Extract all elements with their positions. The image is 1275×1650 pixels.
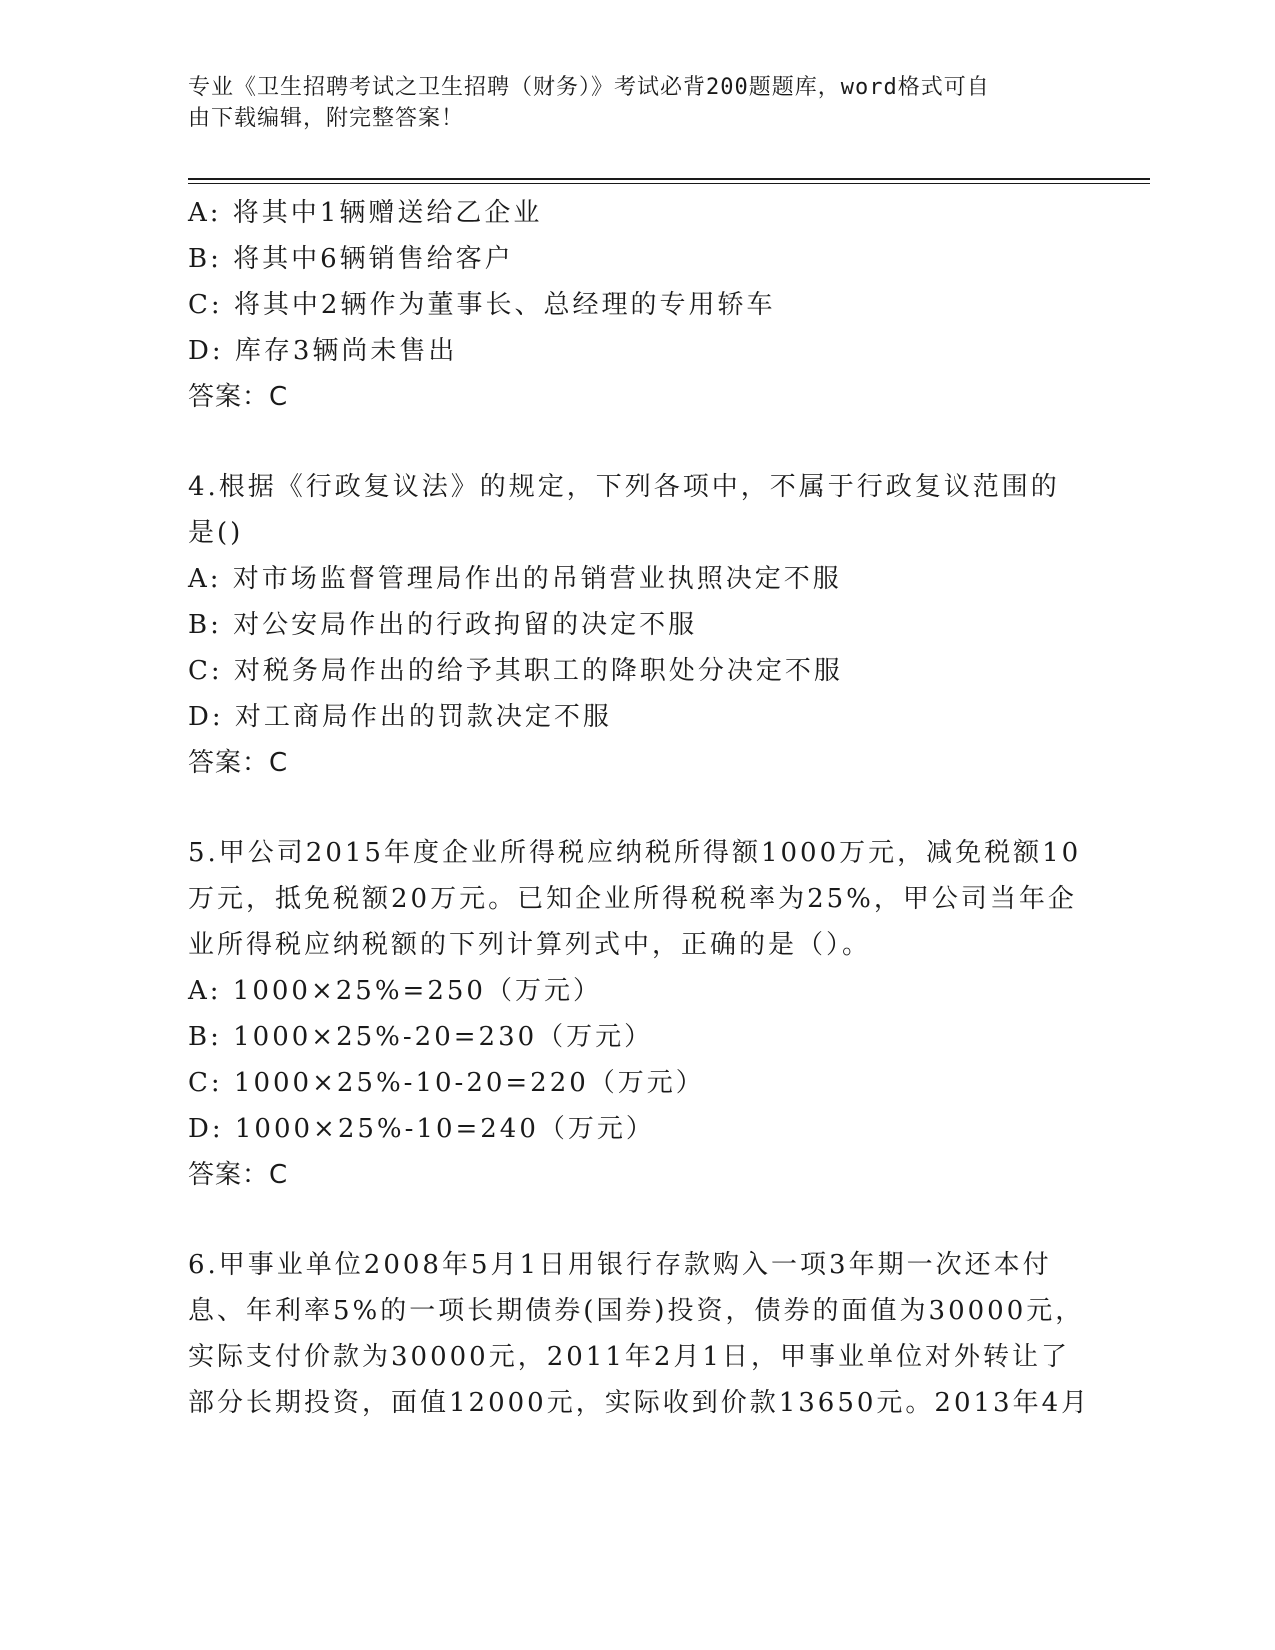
question-stem-line: 实际支付价款为30000元，2011年2月1日，甲事业单位对外转让了 [188,1342,1070,1372]
option-b: B: 将其中6辆销售给客户 [188,244,514,274]
spacer [188,420,1068,464]
spacer [188,1198,1068,1242]
spacer [188,786,1068,830]
option-d: D: 1000×25%-10=240（万元） [188,1114,655,1144]
answer: 答案：C [188,1160,289,1190]
question-stem-line: 业所得税应纳税额的下列计算列式中，正确的是（）。 [188,930,872,960]
question-stem-line: 4.根据《行政复议法》的规定，下列各项中，不属于行政复议范围的 [188,472,1060,502]
answer: 答案：C [188,382,289,412]
question-stem-line: 5.甲公司2015年度企业所得税应纳税所得额1000万元，减免税额10 [188,838,1082,868]
answer: 答案：C [188,748,289,778]
option-d: D: 库存3辆尚未售出 [188,336,458,366]
question-5 [188,830,1082,1198]
option-c: C: 将其中2辆作为董事长、总经理的专用轿车 [188,290,776,320]
header-line-1: 专业《卫生招聘考试之卫生招聘（财务）》考试必背200题题库，word格式可自 [188,75,990,100]
option-c: C: 对税务局作出的给予其职工的降职处分决定不服 [188,656,843,686]
option-d: D: 对工商局作出的罚款决定不服 [188,702,612,732]
question-6 [188,1242,1091,1426]
question-4 [188,464,1068,786]
option-a: A: 将其中1辆赠送给乙企业 [188,198,543,228]
question-3 [188,190,1068,420]
question-stem-line: 是() [188,518,244,548]
header-rule-thick [188,178,1150,180]
option-b: B: 对公安局作出的行政拘留的决定不服 [188,610,698,640]
option-a: A: 对市场监督管理局作出的吊销营业执照决定不服 [188,564,842,594]
question-stem-line: 6.甲事业单位2008年5月1日用银行存款购入一项3年期一次还本付 [188,1250,1052,1280]
question-stem-line: 万元，抵免税额20万元。已知企业所得税税率为25%，甲公司当年企 [188,884,1077,914]
question-stem-line: 息、年利率5%的一项长期债券(国券)投资，债券的面值为30000元， [188,1296,1085,1326]
document-header [188,72,1068,134]
option-c: C: 1000×25%-10-20=220（万元） [188,1068,705,1098]
option-a: A: 1000×25%=250（万元） [188,976,602,1006]
header-rule-thin [188,183,1150,184]
question-stem-line: 部分长期投资，面值12000元，实际收到价款13650元。2013年4月 [188,1388,1091,1418]
option-b: B: 1000×25%-20=230（万元） [188,1022,654,1052]
document-body [188,190,1091,1426]
header-line-2: 由下载编辑，附完整答案！ [188,106,465,131]
